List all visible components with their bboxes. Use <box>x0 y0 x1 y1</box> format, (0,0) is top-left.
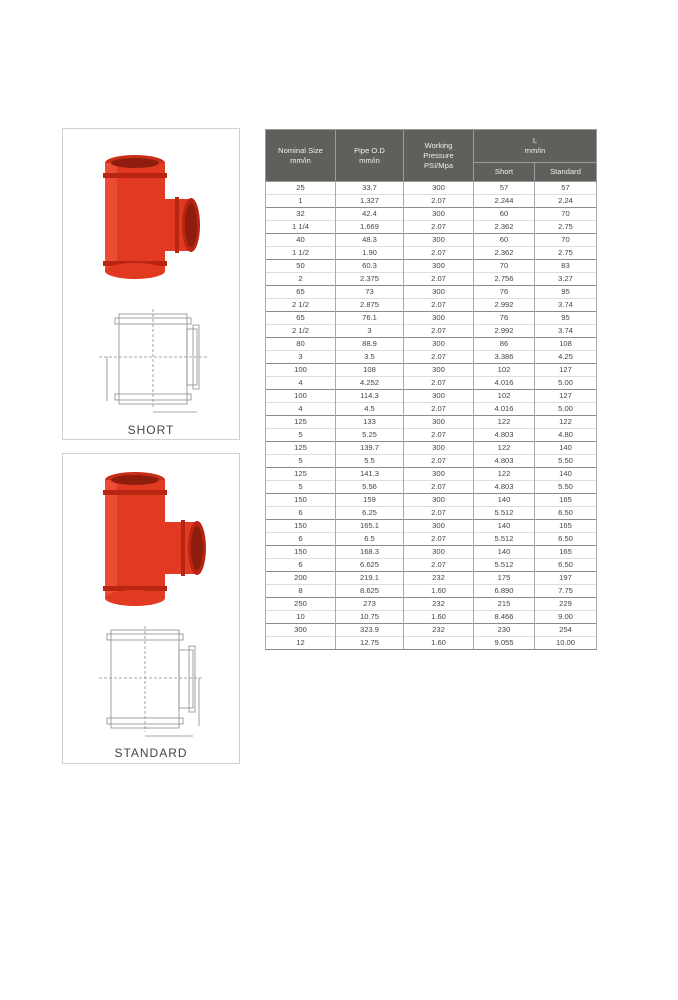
header-short: Short <box>474 163 535 182</box>
cell-pressure-mm: 300 <box>404 338 474 351</box>
cell-nominal-size-in: 6 <box>266 559 336 572</box>
cell-l-short-mm: 60 <box>474 234 535 247</box>
cell-pressure-mm: 300 <box>404 390 474 403</box>
cell-l-standard-in: 5.00 <box>535 377 597 390</box>
cell-nominal-size-in: 8 <box>266 585 336 598</box>
cell-l-standard-mm: 254 <box>535 624 597 637</box>
cell-pressure-mm: 300 <box>404 234 474 247</box>
cell-l-short-mm: 76 <box>474 286 535 299</box>
cell-l-short-in: 4.016 <box>474 403 535 416</box>
cell-nominal-size-mm: 150 <box>266 546 336 559</box>
header-nominal-size <box>266 130 336 182</box>
cell-l-standard-mm: 83 <box>535 260 597 273</box>
header-working: Working <box>424 140 453 150</box>
cell-l-short-in: 4.803 <box>474 481 535 494</box>
header-pressure-unit: PSI/Mpa <box>423 160 454 170</box>
cell-pressure-in: 2.07 <box>404 507 474 520</box>
cell-l-short-in: 5.512 <box>474 533 535 546</box>
cell-l-standard-in: 5.50 <box>535 455 597 468</box>
cell-l-standard-in: 6.50 <box>535 507 597 520</box>
short-tee-drawing <box>99 309 209 412</box>
cell-pressure-mm: 300 <box>404 208 474 221</box>
cell-nominal-size-mm: 125 <box>266 416 336 429</box>
cell-l-standard-mm: 165 <box>535 546 597 559</box>
cell-pressure-in: 2.07 <box>404 481 474 494</box>
cell-l-standard-mm: 229 <box>535 598 597 611</box>
standard-tee-panel <box>62 453 240 764</box>
cell-pipe-od-mm: 33.7 <box>336 182 404 195</box>
table-row <box>266 286 597 299</box>
table-row <box>266 325 597 338</box>
cell-l-standard-in: 9.00 <box>535 611 597 624</box>
cell-pipe-od-mm: 60.3 <box>336 260 404 273</box>
cell-l-short-in: 4.803 <box>474 455 535 468</box>
short-label: SHORT <box>127 423 175 437</box>
cell-pressure-mm: 300 <box>404 468 474 481</box>
table-row <box>266 299 597 312</box>
table-row <box>266 533 597 546</box>
cell-l-standard-in: 10.00 <box>535 637 597 650</box>
cell-l-short-mm: 122 <box>474 468 535 481</box>
table-row <box>266 481 597 494</box>
cell-l-short-in: 5.512 <box>474 559 535 572</box>
cell-pressure-mm: 300 <box>404 546 474 559</box>
standard-tee-photo <box>103 472 206 606</box>
cell-l-standard-mm: 57 <box>535 182 597 195</box>
table-row <box>266 338 597 351</box>
cell-nominal-size-in: 1 <box>266 195 336 208</box>
cell-nominal-size-mm: 32 <box>266 208 336 221</box>
cell-l-short-mm: 140 <box>474 520 535 533</box>
cell-l-short-in: 2.244 <box>474 195 535 208</box>
short-tee-panel <box>62 128 240 440</box>
table-row <box>266 598 597 611</box>
table-row <box>266 611 597 624</box>
cell-pipe-od-in: 5.5 <box>336 455 404 468</box>
cell-pipe-od-mm: 76.1 <box>336 312 404 325</box>
cell-pressure-in: 1.60 <box>404 637 474 650</box>
cell-l-standard-mm: 95 <box>535 286 597 299</box>
cell-nominal-size-mm: 100 <box>266 390 336 403</box>
cell-pipe-od-mm: 133 <box>336 416 404 429</box>
cell-l-standard-in: 7.75 <box>535 585 597 598</box>
table-row <box>266 273 597 286</box>
cell-l-standard-mm: 197 <box>535 572 597 585</box>
cell-pressure-in: 2.07 <box>404 273 474 286</box>
cell-l-short-mm: 122 <box>474 416 535 429</box>
cell-l-short-mm: 86 <box>474 338 535 351</box>
cell-nominal-size-mm: 125 <box>266 442 336 455</box>
cell-pressure-mm: 300 <box>404 182 474 195</box>
cell-nominal-size-in: 2 1/2 <box>266 325 336 338</box>
cell-nominal-size-in: 1 1/2 <box>266 247 336 260</box>
table-row <box>266 637 597 650</box>
cell-nominal-size-in: 6 <box>266 507 336 520</box>
cell-pressure-in: 2.07 <box>404 299 474 312</box>
table-row <box>266 585 597 598</box>
table-row <box>266 234 597 247</box>
cell-pressure-in: 2.07 <box>404 221 474 234</box>
cell-nominal-size-in: 1 1/4 <box>266 221 336 234</box>
cell-l-standard-in: 5.50 <box>535 481 597 494</box>
cell-pipe-od-in: 6.625 <box>336 559 404 572</box>
cell-pipe-od-mm: 273 <box>336 598 404 611</box>
cell-l-short-in: 2.362 <box>474 221 535 234</box>
cell-l-standard-in: 6.50 <box>535 559 597 572</box>
table-row <box>266 182 597 195</box>
cell-pipe-od-in: 3 <box>336 325 404 338</box>
cell-l-short-in: 2.992 <box>474 299 535 312</box>
cell-l-standard-in: 3.27 <box>535 273 597 286</box>
standard-tee-drawing <box>99 626 203 736</box>
cell-l-short-mm: 60 <box>474 208 535 221</box>
cell-pipe-od-mm: 141.3 <box>336 468 404 481</box>
cell-pipe-od-in: 4.252 <box>336 377 404 390</box>
cell-pipe-od-in: 2.875 <box>336 299 404 312</box>
cell-pipe-od-mm: 168.3 <box>336 546 404 559</box>
table-row <box>266 559 597 572</box>
cell-pipe-od-mm: 73 <box>336 286 404 299</box>
cell-pipe-od-in: 5.56 <box>336 481 404 494</box>
cell-l-standard-mm: 165 <box>535 520 597 533</box>
cell-pressure-in: 2.07 <box>404 377 474 390</box>
cell-pressure-in: 2.07 <box>404 325 474 338</box>
cell-nominal-size-in: 2 1/2 <box>266 299 336 312</box>
cell-pressure-mm: 300 <box>404 442 474 455</box>
cell-nominal-size-mm: 250 <box>266 598 336 611</box>
table-row <box>266 377 597 390</box>
cell-pipe-od-mm: 159 <box>336 494 404 507</box>
cell-nominal-size-in: 4 <box>266 377 336 390</box>
cell-nominal-size-in: 2 <box>266 273 336 286</box>
cell-pipe-od-mm: 139.7 <box>336 442 404 455</box>
cell-l-standard-in: 4.25 <box>535 351 597 364</box>
cell-pressure-in: 1.60 <box>404 585 474 598</box>
cell-l-short-in: 3.386 <box>474 351 535 364</box>
table-row <box>266 351 597 364</box>
cell-pressure-in: 2.07 <box>404 533 474 546</box>
cell-pipe-od-in: 1.669 <box>336 221 404 234</box>
cell-pipe-od-in: 12.75 <box>336 637 404 650</box>
cell-l-short-in: 4.016 <box>474 377 535 390</box>
spec-table-body <box>266 182 597 650</box>
cell-pipe-od-in: 3.5 <box>336 351 404 364</box>
cell-pipe-od-mm: 165.1 <box>336 520 404 533</box>
table-row <box>266 442 597 455</box>
cell-pipe-od-in: 1.327 <box>336 195 404 208</box>
cell-nominal-size-mm: 150 <box>266 520 336 533</box>
cell-nominal-size-mm: 125 <box>266 468 336 481</box>
table-row <box>266 416 597 429</box>
cell-l-standard-mm: 95 <box>535 312 597 325</box>
cell-nominal-size-in: 6 <box>266 533 336 546</box>
cell-pressure-mm: 300 <box>404 494 474 507</box>
cell-pipe-od-in: 6.25 <box>336 507 404 520</box>
table-row <box>266 247 597 260</box>
cell-nominal-size-mm: 80 <box>266 338 336 351</box>
cell-nominal-size-in: 4 <box>266 403 336 416</box>
table-row <box>266 195 597 208</box>
header-l-unit: mm/in <box>524 146 546 155</box>
cell-nominal-size-mm: 65 <box>266 286 336 299</box>
cell-l-standard-mm: 122 <box>535 416 597 429</box>
cell-pressure-in: 2.07 <box>404 351 474 364</box>
table-row <box>266 403 597 416</box>
cell-nominal-size-in: 5 <box>266 429 336 442</box>
cell-l-short-in: 2.756 <box>474 273 535 286</box>
cell-l-short-mm: 102 <box>474 364 535 377</box>
header-pipe-od <box>336 130 404 182</box>
cell-l-standard-mm: 127 <box>535 390 597 403</box>
cell-pipe-od-mm: 42.4 <box>336 208 404 221</box>
header-nominal-size-unit: mm/in <box>290 155 311 165</box>
table-row <box>266 390 597 403</box>
cell-pipe-od-in: 6.5 <box>336 533 404 546</box>
cell-nominal-size-in: 5 <box>266 481 336 494</box>
cell-l-standard-mm: 108 <box>535 338 597 351</box>
cell-nominal-size-mm: 300 <box>266 624 336 637</box>
cell-nominal-size-in: 10 <box>266 611 336 624</box>
cell-l-standard-mm: 165 <box>535 494 597 507</box>
cell-l-short-in: 4.803 <box>474 429 535 442</box>
table-row <box>266 312 597 325</box>
header-pipe-od-title: Pipe O.D <box>354 145 385 155</box>
header-pressure: Pressure <box>423 150 454 160</box>
cell-l-short-mm: 122 <box>474 442 535 455</box>
cell-l-short-mm: 57 <box>474 182 535 195</box>
table-row <box>266 572 597 585</box>
cell-l-short-mm: 102 <box>474 390 535 403</box>
cell-l-short-mm: 70 <box>474 260 535 273</box>
cell-l-short-in: 2.992 <box>474 325 535 338</box>
cell-l-standard-in: 2.75 <box>535 221 597 234</box>
cell-l-standard-in: 2.24 <box>535 195 597 208</box>
cell-pressure-mm: 300 <box>404 286 474 299</box>
cell-l-short-in: 8.466 <box>474 611 535 624</box>
cell-pressure-mm: 300 <box>404 364 474 377</box>
standard-label: STANDARD <box>114 746 188 760</box>
cell-l-short-in: 9.055 <box>474 637 535 650</box>
cell-l-short-in: 5.512 <box>474 507 535 520</box>
cell-l-short-mm: 175 <box>474 572 535 585</box>
cell-l-standard-in: 3.74 <box>535 325 597 338</box>
table-row <box>266 546 597 559</box>
cell-pressure-in: 2.07 <box>404 195 474 208</box>
cell-l-standard-in: 4.80 <box>535 429 597 442</box>
cell-pipe-od-mm: 88.9 <box>336 338 404 351</box>
cell-nominal-size-mm: 150 <box>266 494 336 507</box>
cell-pipe-od-mm: 219.1 <box>336 572 404 585</box>
cell-pipe-od-in: 5.25 <box>336 429 404 442</box>
cell-pressure-in: 2.07 <box>404 247 474 260</box>
cell-l-short-mm: 140 <box>474 494 535 507</box>
cell-pressure-in: 2.07 <box>404 559 474 572</box>
cell-l-standard-mm: 140 <box>535 442 597 455</box>
cell-nominal-size-mm: 100 <box>266 364 336 377</box>
cell-pipe-od-in: 4.5 <box>336 403 404 416</box>
cell-pipe-od-mm: 323.9 <box>336 624 404 637</box>
cell-l-short-mm: 230 <box>474 624 535 637</box>
cell-pipe-od-in: 8.625 <box>336 585 404 598</box>
cell-pressure-mm: 232 <box>404 572 474 585</box>
cell-pipe-od-mm: 114.3 <box>336 390 404 403</box>
cell-nominal-size-mm: 65 <box>266 312 336 325</box>
cell-l-short-in: 2.362 <box>474 247 535 260</box>
cell-nominal-size-mm: 200 <box>266 572 336 585</box>
cell-pressure-in: 2.07 <box>404 455 474 468</box>
cell-l-short-mm: 140 <box>474 546 535 559</box>
cell-pressure-in: 2.07 <box>404 403 474 416</box>
cell-nominal-size-mm: 25 <box>266 182 336 195</box>
header-pipe-od-unit: mm/in <box>359 155 380 165</box>
cell-l-standard-in: 6.50 <box>535 533 597 546</box>
cell-pressure-mm: 300 <box>404 312 474 325</box>
cell-pipe-od-in: 1.90 <box>336 247 404 260</box>
cell-pressure-mm: 300 <box>404 416 474 429</box>
table-row <box>266 494 597 507</box>
table-row <box>266 364 597 377</box>
header-nominal-size-title: Nominal Size <box>278 145 323 155</box>
cell-pressure-mm: 232 <box>404 598 474 611</box>
cell-l-standard-mm: 140 <box>535 468 597 481</box>
table-row <box>266 221 597 234</box>
standard-tee-illustration <box>63 454 239 744</box>
short-tee-photo <box>103 155 200 279</box>
header-standard: Standard <box>535 163 597 182</box>
cell-l-standard-in: 3.74 <box>535 299 597 312</box>
cell-nominal-size-mm: 40 <box>266 234 336 247</box>
cell-pipe-od-in: 2.375 <box>336 273 404 286</box>
cell-nominal-size-mm: 50 <box>266 260 336 273</box>
cell-l-standard-in: 5.00 <box>535 403 597 416</box>
cell-l-short-mm: 215 <box>474 598 535 611</box>
cell-nominal-size-in: 12 <box>266 637 336 650</box>
cell-l-standard-mm: 70 <box>535 208 597 221</box>
cell-l-standard-in: 2.75 <box>535 247 597 260</box>
table-row <box>266 520 597 533</box>
header-working-pressure <box>404 130 474 182</box>
table-row <box>266 208 597 221</box>
cell-pipe-od-mm: 48.3 <box>336 234 404 247</box>
table-row <box>266 429 597 442</box>
cell-l-short-mm: 76 <box>474 312 535 325</box>
header-l-title: L <box>532 136 538 145</box>
table-row <box>266 507 597 520</box>
table-row <box>266 624 597 637</box>
cell-pressure-in: 2.07 <box>404 429 474 442</box>
cell-pressure-mm: 300 <box>404 260 474 273</box>
table-row <box>266 468 597 481</box>
cell-l-standard-mm: 70 <box>535 234 597 247</box>
cell-l-short-in: 6.890 <box>474 585 535 598</box>
table-row <box>266 455 597 468</box>
cell-pressure-mm: 300 <box>404 520 474 533</box>
cell-pipe-od-mm: 108 <box>336 364 404 377</box>
cell-nominal-size-in: 3 <box>266 351 336 364</box>
spec-table <box>265 129 597 650</box>
cell-pressure-mm: 232 <box>404 624 474 637</box>
cell-pressure-in: 1.60 <box>404 611 474 624</box>
table-row <box>266 260 597 273</box>
cell-pipe-od-in: 10.75 <box>336 611 404 624</box>
cell-nominal-size-in: 5 <box>266 455 336 468</box>
header-l <box>474 130 597 163</box>
cell-l-standard-mm: 127 <box>535 364 597 377</box>
short-tee-illustration <box>63 129 239 419</box>
